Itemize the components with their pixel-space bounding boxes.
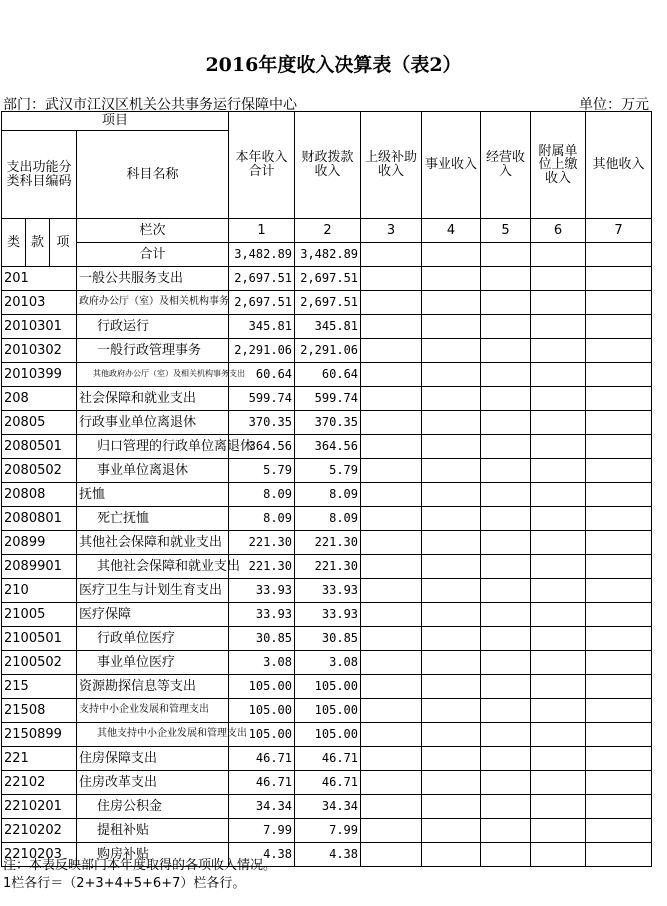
- empty-cell: [422, 699, 481, 723]
- header-item-group: 项目: [2, 112, 229, 131]
- department-label: 部门：武汉市江汉区机关公共事务运行保障中心: [3, 97, 297, 113]
- total-value: 105.00: [229, 675, 295, 699]
- empty-cell: [361, 483, 422, 507]
- fiscal-value: 8.09: [295, 483, 361, 507]
- empty-cell: [586, 771, 652, 795]
- code-cell: 2210203: [2, 843, 77, 867]
- code-cell: 2080502: [2, 459, 77, 483]
- item-name-cell: 行政单位医疗: [77, 627, 229, 651]
- table-row: [2, 627, 652, 651]
- empty-cell: [531, 627, 586, 651]
- empty-cell: [586, 747, 652, 771]
- fiscal-value: 3,482.89: [295, 243, 361, 267]
- empty-cell: [586, 315, 652, 339]
- fiscal-value: 46.71: [295, 771, 361, 795]
- empty-cell: [361, 723, 422, 747]
- header-item-name: 科目名称: [77, 131, 229, 219]
- header-col-affiliate: 附属单位上缴收入: [531, 112, 586, 219]
- note-line: 注：本表反映部门本年度取得的各项收入情况。: [3, 858, 277, 873]
- code-cell: 21508: [2, 699, 77, 723]
- item-name-cell: 政府办公厅（室）及相关机构事务: [77, 291, 229, 315]
- item-name-cell: 事业单位离退休: [77, 459, 229, 483]
- empty-cell: [361, 795, 422, 819]
- fiscal-value: 8.09: [295, 507, 361, 531]
- empty-cell: [586, 483, 652, 507]
- empty-cell: [481, 459, 531, 483]
- fiscal-value: 7.99: [295, 819, 361, 843]
- item-name-cell: 行政事业单位离退休: [77, 411, 229, 435]
- empty-cell: [531, 411, 586, 435]
- unit-label: 单位：万元: [579, 97, 649, 113]
- empty-cell: [586, 531, 652, 555]
- empty-cell: [361, 387, 422, 411]
- empty-cell: [586, 603, 652, 627]
- total-value: 3,482.89: [229, 243, 295, 267]
- empty-cell: [361, 363, 422, 387]
- empty-cell: [481, 315, 531, 339]
- total-value: 364.56: [229, 435, 295, 459]
- empty-cell: [361, 651, 422, 675]
- column-number: 7: [586, 219, 652, 243]
- empty-cell: [361, 699, 422, 723]
- empty-cell: [361, 435, 422, 459]
- empty-cell: [586, 459, 652, 483]
- page-title: 2016年度收入决算表（表2）: [205, 54, 462, 76]
- table-row: [2, 651, 652, 675]
- total-value: 46.71: [229, 747, 295, 771]
- code-cell: 22102: [2, 771, 77, 795]
- fiscal-value: 599.74: [295, 387, 361, 411]
- fiscal-value: 105.00: [295, 723, 361, 747]
- total-value: 8.09: [229, 507, 295, 531]
- empty-cell: [531, 483, 586, 507]
- empty-cell: [586, 435, 652, 459]
- empty-cell: [422, 459, 481, 483]
- item-name-cell: 其他支持中小企业发展和管理支出: [77, 723, 229, 747]
- code-cell: 2100502: [2, 651, 77, 675]
- empty-cell: [422, 363, 481, 387]
- code-cell: 2080501: [2, 435, 77, 459]
- empty-cell: [361, 411, 422, 435]
- empty-cell: [586, 651, 652, 675]
- code-cell: 2100501: [2, 627, 77, 651]
- empty-cell: [422, 627, 481, 651]
- fiscal-value: 4.38: [295, 843, 361, 867]
- item-name-cell: 支持中小企业发展和管理支出: [77, 699, 229, 723]
- empty-cell: [422, 795, 481, 819]
- empty-cell: [531, 651, 586, 675]
- empty-cell: [422, 819, 481, 843]
- code-cell: 2010399: [2, 363, 77, 387]
- fiscal-value: 345.81: [295, 315, 361, 339]
- total-value: 30.85: [229, 627, 295, 651]
- empty-cell: [531, 579, 586, 603]
- empty-cell: [531, 339, 586, 363]
- empty-cell: [361, 843, 422, 867]
- total-value: 46.71: [229, 771, 295, 795]
- empty-cell: [481, 603, 531, 627]
- empty-cell: [481, 483, 531, 507]
- total-value: 345.81: [229, 315, 295, 339]
- empty-cell: [361, 771, 422, 795]
- empty-cell: [586, 363, 652, 387]
- total-value: 34.34: [229, 795, 295, 819]
- empty-cell: [586, 411, 652, 435]
- empty-cell: [531, 723, 586, 747]
- total-value: 599.74: [229, 387, 295, 411]
- code-cell: 2080801: [2, 507, 77, 531]
- total-value: 2,697.51: [229, 291, 295, 315]
- empty-cell: [531, 267, 586, 291]
- empty-cell: [531, 843, 586, 867]
- empty-cell: [422, 603, 481, 627]
- fiscal-value: 221.30: [295, 555, 361, 579]
- empty-cell: [422, 531, 481, 555]
- table-row: [2, 291, 652, 315]
- empty-cell: [361, 531, 422, 555]
- empty-cell: [481, 579, 531, 603]
- empty-cell: [422, 411, 481, 435]
- empty-cell: [361, 459, 422, 483]
- empty-cell: [586, 843, 652, 867]
- empty-cell: [586, 819, 652, 843]
- empty-cell: [422, 267, 481, 291]
- header-kuan: 款: [26, 219, 50, 267]
- table-row: [2, 747, 652, 771]
- empty-cell: [422, 387, 481, 411]
- empty-cell: [531, 291, 586, 315]
- empty-cell: [531, 555, 586, 579]
- column-number: 1: [229, 219, 295, 243]
- empty-cell: [586, 291, 652, 315]
- empty-cell: [361, 603, 422, 627]
- empty-cell: [481, 339, 531, 363]
- empty-cell: [481, 747, 531, 771]
- code-cell: 20808: [2, 483, 77, 507]
- empty-cell: [481, 555, 531, 579]
- item-name-cell: 事业单位医疗: [77, 651, 229, 675]
- fiscal-value: 105.00: [295, 699, 361, 723]
- fiscal-value: 30.85: [295, 627, 361, 651]
- header-lei: 类: [2, 219, 26, 267]
- table-row: [2, 411, 652, 435]
- empty-cell: [422, 507, 481, 531]
- empty-cell: [481, 435, 531, 459]
- empty-cell: [531, 699, 586, 723]
- item-name-cell: 抚恤: [77, 483, 229, 507]
- empty-cell: [531, 819, 586, 843]
- empty-cell: [481, 675, 531, 699]
- empty-cell: [422, 555, 481, 579]
- total-value: 105.00: [229, 723, 295, 747]
- empty-cell: [531, 747, 586, 771]
- code-cell: 2150899: [2, 723, 77, 747]
- fiscal-value: 3.08: [295, 651, 361, 675]
- table-row: [2, 435, 652, 459]
- fiscal-value: 2,697.51: [295, 291, 361, 315]
- code-cell: 221: [2, 747, 77, 771]
- total-value: 2,697.51: [229, 267, 295, 291]
- item-name-cell: 住房公积金: [77, 795, 229, 819]
- item-name-cell: 提租补贴: [77, 819, 229, 843]
- code-cell: 20103: [2, 291, 77, 315]
- empty-cell: [586, 579, 652, 603]
- note-line: 1栏各行＝（2+3+4+5+6+7）栏各行。: [3, 876, 246, 891]
- empty-cell: [481, 651, 531, 675]
- item-name-cell: 购房补贴: [77, 843, 229, 867]
- empty-cell: [481, 723, 531, 747]
- empty-cell: [586, 627, 652, 651]
- code-cell: 208: [2, 387, 77, 411]
- empty-cell: [586, 507, 652, 531]
- code-cell: 2210202: [2, 819, 77, 843]
- code-cell: 2089901: [2, 555, 77, 579]
- total-row: [2, 243, 652, 267]
- empty-cell: [422, 843, 481, 867]
- table-row: [2, 387, 652, 411]
- empty-cell: [361, 291, 422, 315]
- item-name-cell: 其他社会保障和就业支出: [77, 531, 229, 555]
- empty-cell: [531, 531, 586, 555]
- fiscal-value: 46.71: [295, 747, 361, 771]
- table-row: [2, 339, 652, 363]
- empty-cell: [531, 795, 586, 819]
- empty-cell: [481, 411, 531, 435]
- item-name-cell: 其他社会保障和就业支出: [77, 555, 229, 579]
- total-value: 7.99: [229, 819, 295, 843]
- empty-cell: [361, 627, 422, 651]
- code-cell: 20899: [2, 531, 77, 555]
- empty-cell: [481, 843, 531, 867]
- empty-cell: [481, 771, 531, 795]
- empty-cell: [422, 291, 481, 315]
- table-row: [2, 315, 652, 339]
- empty-cell: [422, 723, 481, 747]
- fiscal-value: 2,291.06: [295, 339, 361, 363]
- code-cell: 201: [2, 267, 77, 291]
- fiscal-value: 34.34: [295, 795, 361, 819]
- item-name-cell: 死亡抚恤: [77, 507, 229, 531]
- item-name-cell: 归口管理的行政单位离退休: [77, 435, 229, 459]
- table-row: [2, 675, 652, 699]
- empty-cell: [481, 507, 531, 531]
- item-name-cell: 行政运行: [77, 315, 229, 339]
- empty-cell: [531, 363, 586, 387]
- item-name-cell: 其他政府办公厅（室）及相关机构事务支出: [77, 363, 229, 387]
- empty-cell: [531, 387, 586, 411]
- empty-cell: [531, 771, 586, 795]
- empty-cell: [481, 819, 531, 843]
- table-row: [2, 267, 652, 291]
- total-value: 33.93: [229, 579, 295, 603]
- empty-cell: [481, 795, 531, 819]
- empty-cell: [481, 531, 531, 555]
- header-func-code: 支出功能分类科目编码: [2, 131, 77, 219]
- empty-cell: [531, 675, 586, 699]
- code-cell: 215: [2, 675, 77, 699]
- empty-cell: [422, 771, 481, 795]
- empty-cell: [422, 651, 481, 675]
- empty-cell: [361, 747, 422, 771]
- empty-cell: [586, 267, 652, 291]
- table-row: [2, 531, 652, 555]
- code-cell: 2210201: [2, 795, 77, 819]
- total-value: 33.93: [229, 603, 295, 627]
- empty-cell: [422, 339, 481, 363]
- empty-cell: [422, 435, 481, 459]
- item-name-cell: 住房改革支出: [77, 771, 229, 795]
- fiscal-value: 33.93: [295, 603, 361, 627]
- table-row: [2, 579, 652, 603]
- item-name-cell: 医疗卫生与计划生育支出: [77, 579, 229, 603]
- total-value: 105.00: [229, 699, 295, 723]
- table-row: [2, 723, 652, 747]
- empty-cell: [531, 435, 586, 459]
- item-name-cell: 住房保障支出: [77, 747, 229, 771]
- code-cell: 210: [2, 579, 77, 603]
- total-value: 3.08: [229, 651, 295, 675]
- total-value: 221.30: [229, 531, 295, 555]
- fiscal-value: 364.56: [295, 435, 361, 459]
- header-col-superior: 上级补助收入: [361, 112, 422, 219]
- total-value: 2,291.06: [229, 339, 295, 363]
- item-name-cell: 医疗保障: [77, 603, 229, 627]
- revenue-table: [1, 111, 652, 867]
- column-number: 5: [481, 219, 531, 243]
- column-number: 4: [422, 219, 481, 243]
- header-xiang: 项: [50, 219, 77, 267]
- table-row: [2, 507, 652, 531]
- empty-cell: [481, 267, 531, 291]
- empty-cell: [531, 603, 586, 627]
- empty-cell: [586, 675, 652, 699]
- code-cell: 2010301: [2, 315, 77, 339]
- item-name-cell: 社会保障和就业支出: [77, 387, 229, 411]
- table-row: [2, 699, 652, 723]
- empty-cell: [361, 267, 422, 291]
- total-value: 8.09: [229, 483, 295, 507]
- header-col-other: 其他收入: [586, 112, 652, 219]
- empty-cell: [422, 747, 481, 771]
- table-row: [2, 795, 652, 819]
- header-col-business: 事业收入: [422, 112, 481, 219]
- fiscal-value: 5.79: [295, 459, 361, 483]
- empty-cell: [586, 555, 652, 579]
- empty-cell: [361, 555, 422, 579]
- empty-cell: [531, 315, 586, 339]
- item-name-cell: 一般行政管理事务: [77, 339, 229, 363]
- empty-cell: [586, 795, 652, 819]
- item-name-cell: 资源勘探信息等支出: [77, 675, 229, 699]
- empty-cell: [586, 387, 652, 411]
- empty-cell: [422, 675, 481, 699]
- empty-cell: [422, 315, 481, 339]
- total-value: 4.38: [229, 843, 295, 867]
- total-value: 60.64: [229, 363, 295, 387]
- empty-cell: [422, 579, 481, 603]
- empty-cell: [481, 291, 531, 315]
- total-value: 221.30: [229, 555, 295, 579]
- empty-cell: [586, 723, 652, 747]
- table-row: [2, 771, 652, 795]
- empty-cell: [481, 387, 531, 411]
- notes: [3, 857, 276, 893]
- column-number: 2: [295, 219, 361, 243]
- fiscal-value: 33.93: [295, 579, 361, 603]
- table-row: [2, 819, 652, 843]
- table-row: [2, 603, 652, 627]
- header-lanci: 栏次: [77, 219, 229, 243]
- fiscal-value: 60.64: [295, 363, 361, 387]
- fiscal-value: 105.00: [295, 675, 361, 699]
- table-row: [2, 459, 652, 483]
- total-label: 合计: [77, 243, 229, 267]
- item-name-cell: 一般公共服务支出: [77, 267, 229, 291]
- empty-cell: [361, 819, 422, 843]
- total-value: 370.35: [229, 411, 295, 435]
- code-cell: 2010302: [2, 339, 77, 363]
- code-cell: 20805: [2, 411, 77, 435]
- fiscal-value: 370.35: [295, 411, 361, 435]
- table-row: [2, 555, 652, 579]
- code-cell: 21005: [2, 603, 77, 627]
- empty-cell: [361, 675, 422, 699]
- empty-cell: [586, 699, 652, 723]
- empty-cell: [361, 339, 422, 363]
- header-col-fiscal: 财政拨款收入: [295, 112, 361, 219]
- fiscal-value: 221.30: [295, 531, 361, 555]
- empty-cell: [481, 627, 531, 651]
- header-col-total: 本年收入合计: [229, 112, 295, 219]
- empty-cell: [361, 579, 422, 603]
- empty-cell: [481, 699, 531, 723]
- total-value: 5.79: [229, 459, 295, 483]
- empty-cell: [361, 315, 422, 339]
- empty-cell: [361, 507, 422, 531]
- header-col-operating: 经营收入: [481, 112, 531, 219]
- empty-cell: [422, 483, 481, 507]
- column-number: 3: [361, 219, 422, 243]
- empty-cell: [586, 339, 652, 363]
- table-row: [2, 363, 652, 387]
- empty-cell: [531, 507, 586, 531]
- fiscal-value: 2,697.51: [295, 267, 361, 291]
- empty-cell: [481, 363, 531, 387]
- table-row: [2, 483, 652, 507]
- empty-cell: [531, 459, 586, 483]
- column-number: 6: [531, 219, 586, 243]
